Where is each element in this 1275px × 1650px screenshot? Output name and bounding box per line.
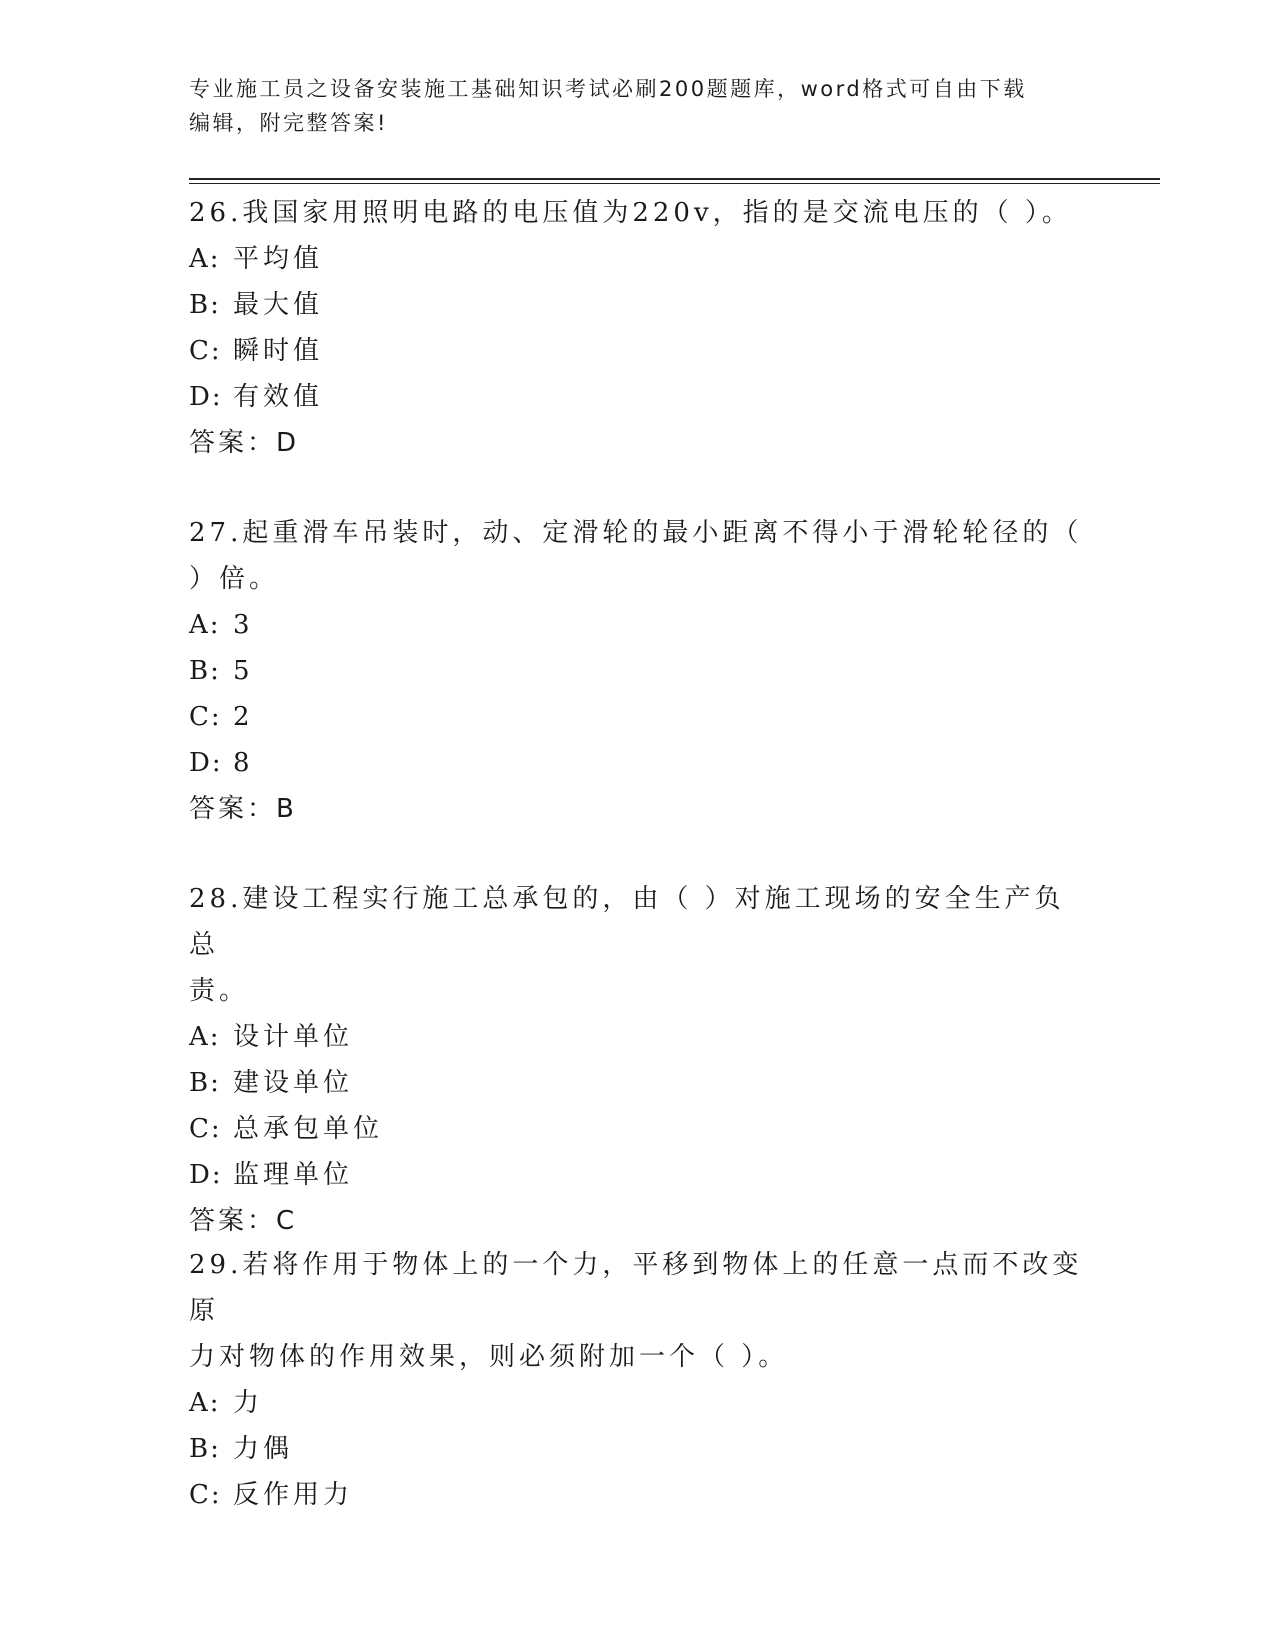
option-text: 2 (233, 702, 254, 732)
option-key: B: (189, 656, 221, 686)
question-27 (189, 510, 1089, 832)
question-28 (189, 876, 1089, 1244)
option-text: 5 (233, 656, 254, 686)
option-c (189, 1472, 1089, 1518)
option-key: A: (189, 244, 221, 274)
option-text: 监理单位 (233, 1160, 354, 1190)
option-a (189, 602, 1089, 648)
option-c (189, 694, 1089, 740)
option-text: 建设单位 (233, 1068, 354, 1098)
header-line: 专业施工员之设备安装施工基础知识考试必刷200题题库，word格式可自由下载 (189, 77, 1027, 101)
option-text: 反作用力 (233, 1480, 354, 1510)
option-key: D: (189, 382, 223, 412)
option-d (189, 374, 1089, 420)
option-key: C: (189, 702, 222, 732)
option-b (189, 1060, 1089, 1106)
option-text: 总承包单位 (233, 1114, 384, 1144)
option-key: B: (189, 1434, 221, 1464)
option-key: D: (189, 1160, 223, 1190)
option-a (189, 236, 1089, 282)
question-stem: 29.若将作用于物体上的一个力，平移到物体上的任意一点而不改变原 (189, 1250, 1083, 1326)
question-26 (189, 190, 1089, 466)
option-b (189, 282, 1089, 328)
option-key: A: (189, 1388, 221, 1418)
option-text: 有效值 (233, 382, 324, 412)
question-stem: 28.建设工程实行施工总承包的，由（ ）对施工现场的安全生产负总 (189, 884, 1065, 960)
question-stem-continued: 力对物体的作用效果，则必须附加一个（ ）。 (189, 1342, 789, 1372)
header-divider-thin (189, 183, 1160, 184)
option-key: B: (189, 1068, 221, 1098)
option-key: A: (189, 1022, 221, 1052)
question-stem-continued: 责。 (189, 976, 250, 1006)
answer-line: 答案：D (189, 428, 300, 458)
option-text: 力 (233, 1388, 264, 1418)
option-key: C: (189, 1114, 222, 1144)
header-divider (189, 178, 1160, 180)
option-a (189, 1380, 1089, 1426)
option-text: 瞬时值 (233, 336, 324, 366)
option-c (189, 328, 1089, 374)
header-line: 编辑，附完整答案! (189, 111, 388, 135)
option-d (189, 740, 1089, 786)
answer-line: 答案：B (189, 794, 297, 824)
question-stem-continued: ）倍。 (189, 564, 280, 594)
option-b (189, 1426, 1089, 1472)
option-c (189, 1106, 1089, 1152)
option-key: B: (189, 290, 221, 320)
option-text: 力偶 (233, 1434, 294, 1464)
question-stem: 26.我国家用照明电路的电压值为220v，指的是交流电压的（ ）。 (189, 198, 1072, 228)
answer-line: 答案：C (189, 1206, 298, 1236)
question-stem: 27.起重滑车吊装时，动、定滑轮的最小距离不得小于滑轮轮径的（ (189, 518, 1083, 548)
option-d (189, 1152, 1089, 1198)
option-text: 8 (233, 748, 254, 778)
option-b (189, 648, 1089, 694)
option-key: D: (189, 748, 223, 778)
option-text: 最大值 (233, 290, 324, 320)
option-text: 平均值 (233, 244, 324, 274)
question-29 (189, 1242, 1089, 1518)
option-key: A: (189, 610, 221, 640)
option-a (189, 1014, 1089, 1060)
option-text: 3 (233, 610, 254, 640)
option-key: C: (189, 336, 222, 366)
option-key: C: (189, 1480, 222, 1510)
document-header (189, 72, 1089, 140)
option-text: 设计单位 (233, 1022, 354, 1052)
